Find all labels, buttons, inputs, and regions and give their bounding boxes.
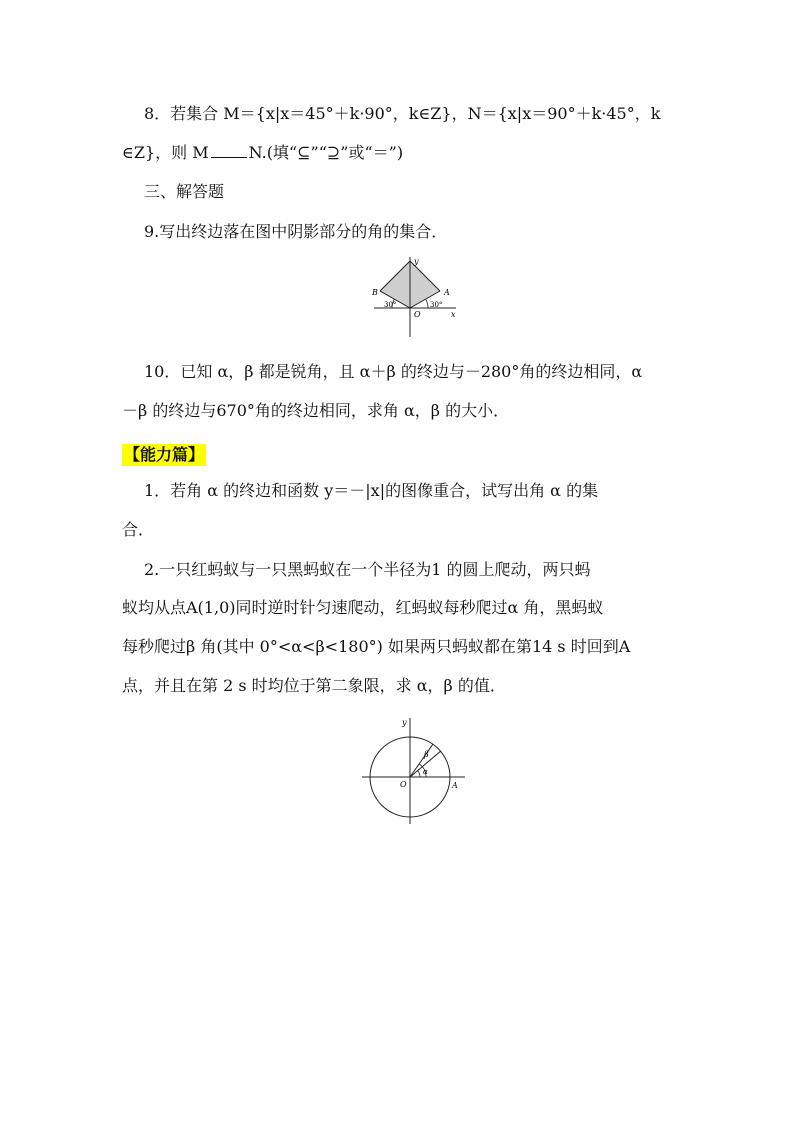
fig1-angle-left: 30° <box>384 301 397 309</box>
fig2-label-beta: β <box>424 750 429 759</box>
q8-line2-b: N.(填“⊆”“⊇”或“＝”) <box>248 143 404 162</box>
q10-line1: 10．已知 α，β 都是锐角，且 α＋β 的终边与－280°角的终边相同，α <box>144 362 643 381</box>
a2-line1: 2.一只红蚂蚁与一只黑蚂蚁在一个半径为1 的圆上爬动，两只蚂 <box>144 560 591 579</box>
fig1-label-y: y <box>414 257 419 266</box>
a1-line2: 合． <box>122 520 155 539</box>
fig2-label-y: y <box>402 718 407 727</box>
a1-line1: 1．若角 α 的终边和函数 y＝－|x|的图像重合，试写出角 α 的集 <box>144 481 599 500</box>
q8-line2 <box>122 143 702 163</box>
a2-line2: 蚁均从点A(1,0)同时逆时针匀速爬动，红蚂蚁每秒爬过α 角，黑蚂蚁 <box>122 598 604 617</box>
figure-shaded-angle <box>370 253 460 343</box>
fig2-label-alpha: α <box>423 768 428 776</box>
fig2-label-a: A <box>452 781 458 790</box>
arc-alpha <box>418 771 420 777</box>
section-heading: 三、解答题 <box>144 182 225 201</box>
fig1-label-o: O <box>414 310 421 319</box>
figure-unit-circle <box>360 716 468 828</box>
a2-line4: 点，并且在第 2 s 时均位于第二象限，求 α，β 的值． <box>122 676 506 695</box>
a2-line3: 每秒爬过β 角(其中 0°<α<β<180°) 如果两只蚂蚁都在第14 s 时回到A <box>122 637 631 656</box>
q8-line2-a: ∈Z}，则 M <box>122 143 209 162</box>
fig2-label-o: O <box>400 780 407 789</box>
fig1-label-b: B <box>372 288 378 297</box>
fig1-label-a: A <box>444 288 450 297</box>
fig1-angle-right: 30° <box>430 301 443 309</box>
fig1-label-x: x <box>451 310 456 319</box>
ability-section-tag: 【能力篇】 <box>124 445 205 464</box>
arc-right <box>426 299 428 308</box>
q8-line1: 8．若集合 M＝{x|x＝45°＋k·90°，k∈Z}，N＝{x|x＝90°＋k·45°，k <box>144 104 661 123</box>
q10-line2: －β 的终边与670°角的终边相同，求角 α，β 的大小． <box>122 401 510 420</box>
q9-text: 9.写出终边落在图中阴影部分的角的集合． <box>144 222 448 241</box>
q8-answer-blank <box>211 157 247 158</box>
